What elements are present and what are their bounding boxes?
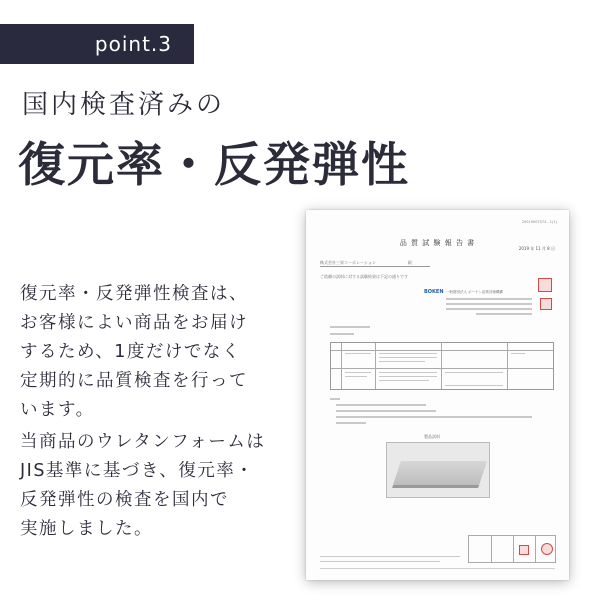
description-line: 実施しました。 [20, 519, 153, 539]
official-seal [540, 298, 552, 310]
description-line: お客様によい商品をお届け [20, 313, 248, 333]
point-badge-label: point.3 [94, 32, 172, 56]
report-client: 株式会社三栄コーポレーション 殿 [320, 260, 412, 265]
description-line: 定期的に品質検査を行って [20, 371, 248, 391]
footer-note [320, 561, 440, 562]
description-line: 復元率・反発弾性検査は、 [20, 284, 248, 304]
client-underline [320, 266, 430, 267]
point-badge [0, 24, 194, 64]
photo-caption: 製品試料 [424, 434, 440, 439]
address-line [446, 308, 532, 310]
approval-seal [541, 543, 553, 555]
report-number: 25019007574 - 1(1) [521, 220, 557, 224]
address-line [446, 298, 532, 300]
note-line [336, 422, 366, 424]
footer-note [320, 556, 460, 557]
description-line: 当商品のウレタンフォームは [20, 432, 266, 452]
address-line [446, 303, 532, 305]
note-line [330, 398, 340, 400]
official-seal [538, 278, 552, 292]
test-report-document [306, 210, 569, 580]
sample-line [330, 326, 370, 328]
note-line [336, 404, 426, 406]
document-footer-line [320, 568, 555, 569]
description-line: います。 [20, 400, 95, 420]
note-line [336, 416, 532, 418]
boken-logo: BOKEN [424, 289, 444, 295]
results-table [330, 342, 554, 390]
boken-organization: 一般財団法人 ボーケン品質評価機構 [446, 290, 503, 294]
description-paragraph-2 [20, 428, 280, 544]
report-title: 品 質 試 験 報 告 書 [399, 239, 476, 247]
section-subtitle: 国内検査済みの [22, 90, 226, 120]
foam-block [393, 461, 487, 485]
report-date: 2019 年 11 月 8 日 [518, 246, 555, 251]
section-title: 復元率・反発弾性 [18, 138, 410, 193]
approval-seal [519, 545, 529, 555]
description-line: JIS基準に基づき、復元率・ [20, 461, 255, 481]
description-line: するため、1度だけでなく [20, 342, 241, 362]
approval-stamp-box [468, 535, 556, 563]
report-intro: ご依頼の試料に対する試験結果は下記の通りです [320, 274, 408, 279]
note-line [336, 410, 436, 412]
foam-sample-photo [386, 442, 490, 498]
description-line: 反発弾性の検査を国内で [20, 490, 229, 510]
sample-line [330, 333, 354, 335]
address-line [476, 313, 532, 315]
description-paragraph-1 [20, 280, 280, 425]
